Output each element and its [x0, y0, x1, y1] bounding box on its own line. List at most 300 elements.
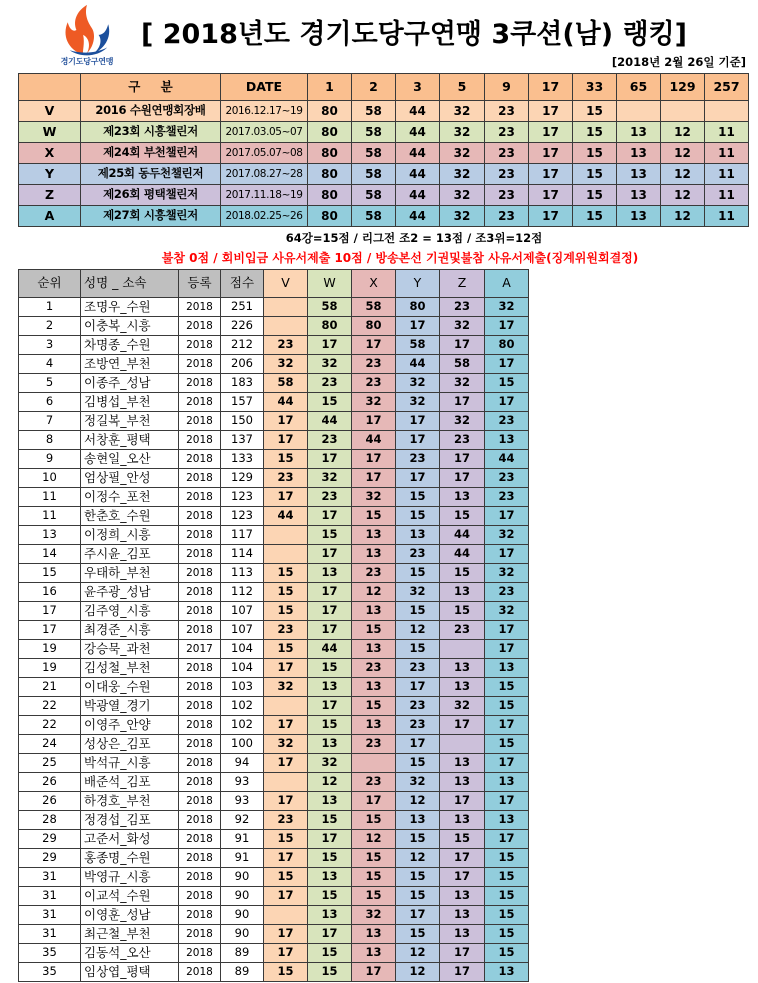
- registration-year-cell: 2018: [179, 450, 221, 469]
- event-score-cell-z: 17: [440, 469, 485, 488]
- total-score-cell: 114: [221, 545, 264, 564]
- event-score-cell-y: 23: [396, 659, 440, 678]
- event-score-cell-y: 13: [396, 526, 440, 545]
- event-score-cell-a: 17: [485, 792, 529, 811]
- event-score-cell-v: 15: [264, 640, 308, 659]
- rank-cell: 29: [19, 830, 81, 849]
- rank-cell: 29: [19, 849, 81, 868]
- event-score-cell-z: 15: [440, 830, 485, 849]
- total-score-cell: 137: [221, 431, 264, 450]
- event-score-cell-v: 32: [264, 735, 308, 754]
- player-name-cell: 윤주광_성남: [81, 583, 179, 602]
- rank-cell: 15: [19, 564, 81, 583]
- event-score-cell-a: 44: [485, 450, 529, 469]
- event-score-cell-z: 13: [440, 583, 485, 602]
- player-name-cell: 박광열_경기: [81, 697, 179, 716]
- event-points-place-17: 17: [529, 122, 573, 143]
- event-score-cell-z: 23: [440, 298, 485, 317]
- event-points-place-9: 23: [485, 185, 529, 206]
- penalty-note: 불참 0점 / 회비입금 사유서제출 10점 / 방송본선 기권및불참 사유서제출(징계위원회결정): [161, 251, 639, 265]
- event-name: 제26회 평택챌린저: [81, 185, 221, 206]
- ranking-header-registration: 등록: [179, 270, 221, 298]
- event-points-place-65: 13: [617, 164, 661, 185]
- events-header-place-2: 2: [352, 74, 396, 101]
- event-score-cell-v: 23: [264, 469, 308, 488]
- player-name-cell: 이영훈_성남: [81, 906, 179, 925]
- total-score-cell: 123: [221, 507, 264, 526]
- event-score-cell-y: 32: [396, 583, 440, 602]
- event-score-cell-a: 17: [485, 830, 529, 849]
- event-score-cell-a: 17: [485, 393, 529, 412]
- total-score-cell: 251: [221, 298, 264, 317]
- event-score-cell-w: 13: [308, 906, 352, 925]
- rank-cell: 21: [19, 678, 81, 697]
- event-score-cell-z: 13: [440, 906, 485, 925]
- event-score-cell-z: 23: [440, 621, 485, 640]
- event-score-cell-w: 15: [308, 393, 352, 412]
- event-name: 제24회 부천챌린저: [81, 143, 221, 164]
- registration-year-cell: 2018: [179, 697, 221, 716]
- event-score-cell-w: 32: [308, 754, 352, 773]
- player-name-cell: 정경섭_김포: [81, 811, 179, 830]
- event-score-cell-z: 58: [440, 355, 485, 374]
- event-points-place-257: 11: [705, 122, 749, 143]
- event-score-cell-a: 17: [485, 317, 529, 336]
- event-points-place-17: 17: [529, 164, 573, 185]
- rank-cell: 14: [19, 545, 81, 564]
- event-score-cell-w: 17: [308, 583, 352, 602]
- event-score-cell-w: 17: [308, 602, 352, 621]
- total-score-cell: 104: [221, 659, 264, 678]
- ranking-header-name: 성명 _ 소속: [81, 270, 179, 298]
- event-points-place-33: 15: [573, 101, 617, 122]
- event-score-cell-w: 58: [308, 298, 352, 317]
- total-score-cell: 206: [221, 355, 264, 374]
- registration-year-cell: 2018: [179, 773, 221, 792]
- event-score-cell-a: 32: [485, 298, 529, 317]
- event-points-place-257: 11: [705, 206, 749, 227]
- event-score-cell-z: 17: [440, 963, 485, 982]
- event-score-cell-a: 23: [485, 469, 529, 488]
- rank-cell: 17: [19, 621, 81, 640]
- event-score-cell-x: 32: [352, 393, 396, 412]
- event-score-cell-a: 17: [485, 621, 529, 640]
- event-score-cell-x: 17: [352, 963, 396, 982]
- total-score-cell: 93: [221, 773, 264, 792]
- event-points-place-3: 44: [396, 206, 440, 227]
- event-score-cell-x: 13: [352, 526, 396, 545]
- event-score-cell-v: 44: [264, 393, 308, 412]
- rank-cell: 25: [19, 754, 81, 773]
- total-score-cell: 123: [221, 488, 264, 507]
- ranking-header-event-w: W: [308, 270, 352, 298]
- event-score-cell-x: 17: [352, 412, 396, 431]
- events-header-place-129: 129: [661, 74, 705, 101]
- registration-year-cell: 2018: [179, 583, 221, 602]
- event-score-cell-z: 17: [440, 716, 485, 735]
- rank-cell: 35: [19, 944, 81, 963]
- rank-cell: 19: [19, 640, 81, 659]
- event-score-cell-v: 32: [264, 355, 308, 374]
- event-points-place-257: 11: [705, 164, 749, 185]
- event-score-cell-z: 17: [440, 336, 485, 355]
- event-points-place-65: 13: [617, 122, 661, 143]
- registration-year-cell: 2018: [179, 469, 221, 488]
- registration-year-cell: 2018: [179, 887, 221, 906]
- event-score-cell-y: 80: [396, 298, 440, 317]
- total-score-cell: 90: [221, 906, 264, 925]
- event-score-cell-y: 17: [396, 412, 440, 431]
- logo-text: 경기도당구연맹: [60, 57, 114, 66]
- ranking-header-event-y: Y: [396, 270, 440, 298]
- event-score-cell-w: 15: [308, 944, 352, 963]
- event-points-place-33: 15: [573, 206, 617, 227]
- event-score-cell-w: 17: [308, 830, 352, 849]
- event-score-cell-z: 32: [440, 412, 485, 431]
- event-score-cell-x: 13: [352, 944, 396, 963]
- event-code: W: [19, 122, 81, 143]
- events-header-place-9: 9: [485, 74, 529, 101]
- event-score-cell-a: 13: [485, 811, 529, 830]
- player-name-cell: 우태하_부천: [81, 564, 179, 583]
- event-score-cell-w: 15: [308, 963, 352, 982]
- event-score-cell-z: 17: [440, 868, 485, 887]
- player-name-cell: 이교석_수원: [81, 887, 179, 906]
- event-score-cell-x: 32: [352, 488, 396, 507]
- event-score-cell-v: 15: [264, 450, 308, 469]
- event-score-cell-z: 23: [440, 431, 485, 450]
- event-date: 2017.08.27~28: [221, 164, 308, 185]
- event-score-cell-x: 32: [352, 906, 396, 925]
- event-score-cell-z: 32: [440, 317, 485, 336]
- event-score-cell-w: 12: [308, 773, 352, 792]
- event-score-cell-a: 13: [485, 659, 529, 678]
- rank-cell: 5: [19, 374, 81, 393]
- rank-cell: 16: [19, 583, 81, 602]
- event-score-cell-a: 15: [485, 849, 529, 868]
- event-code: Z: [19, 185, 81, 206]
- player-name-cell: 박영규_시흥: [81, 868, 179, 887]
- event-score-cell-a: 17: [485, 545, 529, 564]
- ranking-header-score: 점수: [221, 270, 264, 298]
- event-points-place-2: 58: [352, 143, 396, 164]
- event-score-cell-z: 17: [440, 849, 485, 868]
- player-name-cell: 엄상필_안성: [81, 469, 179, 488]
- player-name-cell: 조명우_수원: [81, 298, 179, 317]
- event-score-cell-x: 23: [352, 564, 396, 583]
- total-score-cell: 89: [221, 963, 264, 982]
- event-score-cell-a: 15: [485, 374, 529, 393]
- registration-year-cell: 2018: [179, 564, 221, 583]
- event-score-cell-y: 17: [396, 735, 440, 754]
- event-name: 제27회 시흥챌린저: [81, 206, 221, 227]
- player-name-cell: 김주영_시흥: [81, 602, 179, 621]
- event-score-cell-w: 44: [308, 412, 352, 431]
- events-header-place-33: 33: [573, 74, 617, 101]
- event-points-place-1: 80: [308, 206, 352, 227]
- event-score-cell-w: 23: [308, 488, 352, 507]
- rank-cell: 31: [19, 868, 81, 887]
- player-name-cell: 강승묵_과천: [81, 640, 179, 659]
- registration-year-cell: 2018: [179, 830, 221, 849]
- total-score-cell: 107: [221, 621, 264, 640]
- rank-cell: 8: [19, 431, 81, 450]
- total-score-cell: 92: [221, 811, 264, 830]
- events-header-blank: [19, 74, 81, 101]
- event-score-cell-a: 15: [485, 887, 529, 906]
- event-score-cell-v: 17: [264, 925, 308, 944]
- event-date: 2017.11.18~19: [221, 185, 308, 206]
- event-score-cell-v: 17: [264, 792, 308, 811]
- event-score-cell-v: [264, 298, 308, 317]
- total-score-cell: 89: [221, 944, 264, 963]
- total-score-cell: 226: [221, 317, 264, 336]
- event-score-cell-y: 17: [396, 678, 440, 697]
- rank-cell: 35: [19, 963, 81, 982]
- event-score-cell-y: 15: [396, 564, 440, 583]
- total-score-cell: 212: [221, 336, 264, 355]
- event-points-place-2: 58: [352, 164, 396, 185]
- event-score-cell-a: 15: [485, 868, 529, 887]
- event-score-cell-v: 15: [264, 830, 308, 849]
- event-points-place-5: 32: [440, 164, 485, 185]
- player-name-cell: 홍종명_수원: [81, 849, 179, 868]
- event-score-cell-w: 32: [308, 355, 352, 374]
- registration-year-cell: 2018: [179, 602, 221, 621]
- total-score-cell: 90: [221, 868, 264, 887]
- event-points-place-2: 58: [352, 122, 396, 143]
- total-score-cell: 113: [221, 564, 264, 583]
- event-score-cell-v: 23: [264, 621, 308, 640]
- event-score-cell-x: 15: [352, 507, 396, 526]
- registration-year-cell: 2018: [179, 906, 221, 925]
- event-points-place-9: 23: [485, 122, 529, 143]
- event-points-place-5: 32: [440, 185, 485, 206]
- event-points-place-129: 12: [661, 206, 705, 227]
- event-score-cell-z: 17: [440, 792, 485, 811]
- event-score-cell-z: 13: [440, 754, 485, 773]
- event-score-cell-v: 15: [264, 963, 308, 982]
- event-score-cell-z: 13: [440, 887, 485, 906]
- event-points-place-5: 32: [440, 206, 485, 227]
- event-score-cell-z: 13: [440, 488, 485, 507]
- event-score-cell-y: 23: [396, 716, 440, 735]
- as-of-date: [2018년 2월 26일 기준]: [611, 55, 746, 69]
- event-score-cell-a: 13: [485, 773, 529, 792]
- total-score-cell: 90: [221, 887, 264, 906]
- event-score-cell-v: [264, 906, 308, 925]
- registration-year-cell: 2018: [179, 545, 221, 564]
- event-score-cell-y: 12: [396, 849, 440, 868]
- registration-year-cell: 2018: [179, 336, 221, 355]
- player-name-cell: 김성철_부천: [81, 659, 179, 678]
- event-score-cell-x: 13: [352, 602, 396, 621]
- event-score-cell-x: 15: [352, 697, 396, 716]
- event-points-place-1: 80: [308, 143, 352, 164]
- event-score-cell-w: 17: [308, 697, 352, 716]
- event-score-cell-w: 13: [308, 868, 352, 887]
- event-score-cell-v: 32: [264, 678, 308, 697]
- event-score-cell-x: 23: [352, 659, 396, 678]
- event-score-cell-y: 15: [396, 830, 440, 849]
- registration-year-cell: 2018: [179, 754, 221, 773]
- event-score-cell-v: 44: [264, 507, 308, 526]
- event-score-cell-w: 15: [308, 887, 352, 906]
- registration-year-cell: 2018: [179, 298, 221, 317]
- event-score-cell-y: 15: [396, 887, 440, 906]
- event-points-place-257: 11: [705, 185, 749, 206]
- event-score-cell-w: 15: [308, 811, 352, 830]
- event-score-cell-v: 17: [264, 887, 308, 906]
- total-score-cell: 112: [221, 583, 264, 602]
- event-score-cell-z: 13: [440, 925, 485, 944]
- event-score-cell-y: 23: [396, 450, 440, 469]
- event-points-place-65: 13: [617, 206, 661, 227]
- registration-year-cell: 2018: [179, 716, 221, 735]
- player-name-cell: 송현일_오산: [81, 450, 179, 469]
- rank-cell: 13: [19, 526, 81, 545]
- event-score-cell-y: 15: [396, 602, 440, 621]
- flame-logo-icon: [58, 3, 116, 57]
- player-name-cell: 고준서_화성: [81, 830, 179, 849]
- event-score-cell-y: 44: [396, 355, 440, 374]
- registration-year-cell: 2018: [179, 868, 221, 887]
- event-score-cell-v: 17: [264, 412, 308, 431]
- event-points-place-17: 17: [529, 185, 573, 206]
- registration-year-cell: 2018: [179, 811, 221, 830]
- ranking-header-event-x: X: [352, 270, 396, 298]
- event-score-cell-a: 15: [485, 906, 529, 925]
- event-score-cell-z: 44: [440, 526, 485, 545]
- event-score-cell-y: 58: [396, 336, 440, 355]
- player-name-cell: 주시윤_김포: [81, 545, 179, 564]
- event-points-place-1: 80: [308, 185, 352, 206]
- event-score-cell-z: 17: [440, 393, 485, 412]
- event-points-place-9: 23: [485, 101, 529, 122]
- event-score-cell-y: 15: [396, 488, 440, 507]
- registration-year-cell: 2018: [179, 526, 221, 545]
- rank-cell: 31: [19, 887, 81, 906]
- event-score-cell-x: 15: [352, 868, 396, 887]
- rank-cell: 17: [19, 602, 81, 621]
- event-points-place-65: 13: [617, 143, 661, 164]
- event-score-cell-w: 13: [308, 564, 352, 583]
- event-score-cell-v: 15: [264, 564, 308, 583]
- event-points-place-9: 23: [485, 206, 529, 227]
- event-score-cell-a: 32: [485, 526, 529, 545]
- events-header-date: DATE: [221, 74, 308, 101]
- event-score-cell-a: 17: [485, 355, 529, 374]
- event-score-cell-z: [440, 735, 485, 754]
- event-points-place-257: 11: [705, 143, 749, 164]
- events-header-category: 구 분: [81, 74, 221, 101]
- event-score-cell-x: 44: [352, 431, 396, 450]
- event-points-place-17: 17: [529, 101, 573, 122]
- events-header-place-3: 3: [396, 74, 440, 101]
- event-points-place-2: 58: [352, 206, 396, 227]
- event-points-place-257: [705, 101, 749, 122]
- event-date: 2016.12.17~19: [221, 101, 308, 122]
- event-points-place-129: 12: [661, 143, 705, 164]
- total-score-cell: 103: [221, 678, 264, 697]
- event-points-place-129: 12: [661, 164, 705, 185]
- event-score-cell-w: 17: [308, 621, 352, 640]
- rank-cell: 26: [19, 773, 81, 792]
- rank-cell: 22: [19, 716, 81, 735]
- event-score-cell-y: 13: [396, 811, 440, 830]
- event-score-cell-x: 13: [352, 678, 396, 697]
- event-score-cell-w: 15: [308, 849, 352, 868]
- event-score-cell-x: 12: [352, 830, 396, 849]
- event-points-place-17: 17: [529, 206, 573, 227]
- rank-cell: 11: [19, 507, 81, 526]
- total-score-cell: 100: [221, 735, 264, 754]
- event-score-cell-y: 15: [396, 754, 440, 773]
- event-points-place-5: 32: [440, 143, 485, 164]
- player-name-cell: 이정희_시흥: [81, 526, 179, 545]
- event-score-cell-a: 17: [485, 754, 529, 773]
- event-score-cell-x: 15: [352, 887, 396, 906]
- event-score-cell-z: 13: [440, 773, 485, 792]
- event-score-cell-z: 15: [440, 564, 485, 583]
- event-name: 제25회 동두천챌린저: [81, 164, 221, 185]
- player-name-cell: 조방연_부천: [81, 355, 179, 374]
- event-score-cell-v: 15: [264, 602, 308, 621]
- event-points-place-33: 15: [573, 185, 617, 206]
- event-score-cell-v: 17: [264, 754, 308, 773]
- event-score-cell-y: 15: [396, 640, 440, 659]
- event-score-cell-x: 12: [352, 583, 396, 602]
- total-score-cell: 117: [221, 526, 264, 545]
- event-score-cell-y: 12: [396, 792, 440, 811]
- player-name-cell: 이대웅_수원: [81, 678, 179, 697]
- event-score-cell-a: 23: [485, 583, 529, 602]
- event-score-cell-y: 17: [396, 317, 440, 336]
- player-name-cell: 정길복_부천: [81, 412, 179, 431]
- total-score-cell: 91: [221, 830, 264, 849]
- event-points-place-5: 32: [440, 101, 485, 122]
- event-score-cell-z: 44: [440, 545, 485, 564]
- player-name-cell: 차명종_수원: [81, 336, 179, 355]
- ranking-header-rank: 순위: [19, 270, 81, 298]
- player-name-cell: 이영주_안양: [81, 716, 179, 735]
- event-score-cell-v: 23: [264, 336, 308, 355]
- events-header-place-5: 5: [440, 74, 485, 101]
- event-points-place-3: 44: [396, 164, 440, 185]
- event-score-cell-y: 17: [396, 469, 440, 488]
- event-score-cell-v: 17: [264, 716, 308, 735]
- event-points-place-1: 80: [308, 164, 352, 185]
- event-score-cell-a: 17: [485, 716, 529, 735]
- registration-year-cell: 2018: [179, 507, 221, 526]
- event-score-cell-w: 17: [308, 545, 352, 564]
- event-points-place-17: 17: [529, 143, 573, 164]
- event-score-cell-w: 17: [308, 336, 352, 355]
- event-score-cell-v: 23: [264, 811, 308, 830]
- rank-cell: 10: [19, 469, 81, 488]
- player-name-cell: 이충복_시흥: [81, 317, 179, 336]
- event-score-cell-z: 15: [440, 507, 485, 526]
- registration-year-cell: 2018: [179, 735, 221, 754]
- event-score-cell-v: 17: [264, 849, 308, 868]
- rank-cell: 3: [19, 336, 81, 355]
- events-header-place-65: 65: [617, 74, 661, 101]
- total-score-cell: 133: [221, 450, 264, 469]
- player-name-cell: 임상엽_평택: [81, 963, 179, 982]
- registration-year-cell: 2018: [179, 792, 221, 811]
- event-score-cell-v: [264, 317, 308, 336]
- event-score-cell-x: 13: [352, 640, 396, 659]
